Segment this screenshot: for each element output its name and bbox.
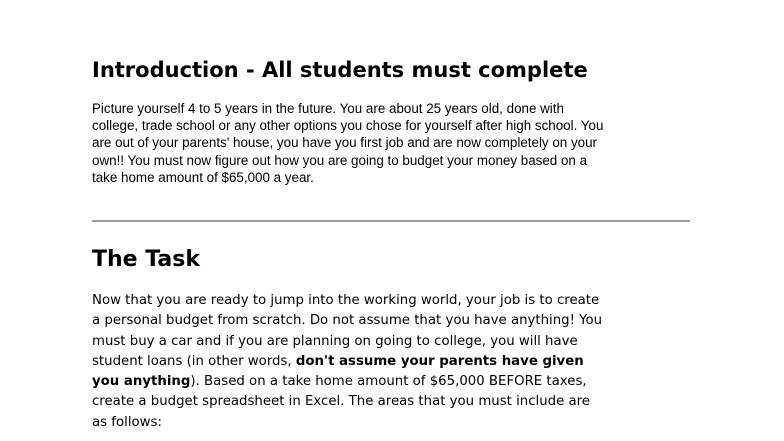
task-paragraph <box>92 291 692 433</box>
introduction-heading: Introduction - All students must complete <box>92 58 588 82</box>
section-divider <box>92 220 690 222</box>
introduction-line: own!! You must now figure out how you are going to budget your money based on a <box>92 152 588 168</box>
introduction-paragraph <box>92 100 692 186</box>
introduction-line: college, trade school or any other options you chose for yourself after high school. You <box>92 118 604 134</box>
task-line <box>92 372 692 392</box>
task-line: must buy a car and if you are planning on going to college, you will have <box>92 333 578 349</box>
task-line: Now that you are ready to jump into the working world, your job is to create <box>92 293 600 308</box>
task-line: a personal budget from scratch. Do not assume that you have anything! You <box>92 313 603 329</box>
task-line <box>92 352 692 372</box>
task-text-segment: student loans (in other words, <box>92 353 296 369</box>
introduction-line: take home amount of $65,000 a year. <box>92 169 314 185</box>
task-bold-text: don't assume your parents have given <box>295 353 584 369</box>
introduction-line: are out of your parents' house, you have you first job and are now completely on your <box>92 135 597 151</box>
task-line: create a budget spreadsheet in Excel. The areas that you must include are <box>92 394 590 410</box>
task-line: as follows: <box>92 414 162 430</box>
task-bold-text: you anything <box>92 374 191 390</box>
task-text-segment: ). Based on a take home amount of $65,000 BEFORE taxes, <box>190 374 587 390</box>
introduction-line: Picture yourself 4 to 5 years in the future. You are about 25 years old, done with <box>92 101 564 116</box>
task-heading: The Task <box>92 247 200 272</box>
